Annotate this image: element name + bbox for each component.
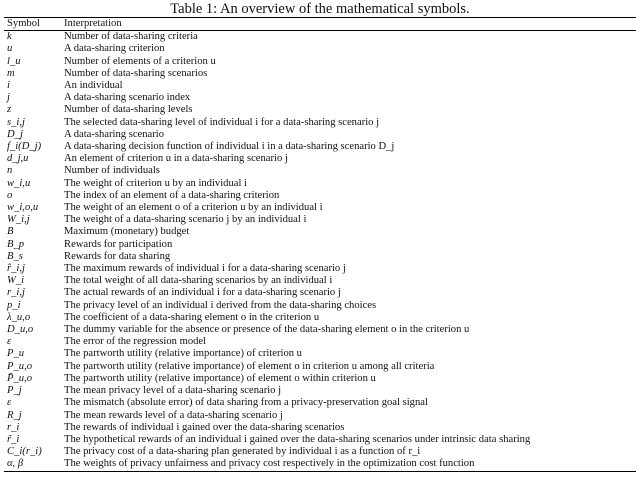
- header-symbol: Symbol: [7, 18, 40, 29]
- interpretation-cell: The selected data-sharing level of individual i for a data-sharing scenario j: [64, 116, 380, 128]
- interpretation-cell: Number of data-sharing scenarios: [64, 67, 208, 79]
- table-row: [4, 80, 636, 92]
- table-row: [4, 336, 636, 348]
- symbol-cell: w_i,o,u: [7, 202, 39, 214]
- symbol-cell: R_j: [7, 409, 22, 421]
- interpretation-cell: The partworth utility (relative importance) of element o within criterion u: [64, 372, 376, 384]
- symbol-cell: j: [7, 92, 10, 104]
- header-interpretation: Interpretation: [64, 18, 122, 29]
- table-row: [4, 239, 636, 251]
- table-row: [4, 104, 636, 116]
- table-row: [4, 251, 636, 263]
- interpretation-cell: The rewards of individual i gained over the data-sharing scenarios: [64, 421, 345, 433]
- symbol-cell: r̃_i: [7, 433, 20, 445]
- table-row: [4, 446, 636, 458]
- symbol-cell: C_i(r_i): [7, 446, 42, 458]
- interpretation-cell: The partworth utility (relative importance) of element o in criterion u among all criteria: [64, 360, 435, 372]
- interpretation-cell: The actual rewards of an individual i for a data-sharing scenario j: [64, 287, 341, 299]
- symbol-cell: r_i,j: [7, 287, 25, 299]
- table-row: [4, 300, 636, 312]
- symbol-cell: W_i,j: [7, 214, 30, 226]
- symbol-cell: D_u,o: [7, 324, 34, 336]
- interpretation-cell: The mean rewards level of a data-sharing scenario j: [64, 409, 283, 421]
- symbol-cell: s_i,j: [7, 116, 25, 128]
- interpretation-cell: A data-sharing scenario index: [64, 92, 191, 104]
- table-row: [4, 397, 636, 409]
- symbol-cell: k: [7, 31, 12, 43]
- symbol-cell: λ_u,o: [7, 311, 31, 323]
- symbol-cell: P_j: [7, 385, 22, 397]
- table-row: [4, 129, 636, 141]
- interpretation-cell: The dummy variable for the absence or presence of the data-sharing element o in the criterion u: [64, 324, 470, 336]
- interpretation-cell: The weight of criterion u by an individual i: [64, 177, 247, 189]
- table-row: [4, 287, 636, 299]
- interpretation-cell: Number of data-sharing criteria: [64, 31, 198, 43]
- table-row: [4, 312, 636, 324]
- symbol-cell: m: [7, 67, 15, 79]
- table-row: [4, 263, 636, 275]
- interpretation-cell: A data-sharing decision function of individual i in a data-sharing scenario D_j: [64, 141, 395, 153]
- table-row: [4, 31, 636, 44]
- symbol-cell: u: [7, 43, 13, 55]
- interpretation-cell: Maximum (monetary) budget: [64, 226, 190, 238]
- table-row: [4, 56, 636, 68]
- table-row: [4, 43, 636, 55]
- table-row: [4, 165, 636, 177]
- symbol-cell: P_u: [7, 348, 25, 360]
- table-row: [4, 348, 636, 360]
- symbol-cell: l_u: [7, 55, 21, 67]
- interpretation-cell: The maximum rewards of individual i for a data-sharing scenario j: [64, 263, 346, 275]
- table-row: [4, 275, 636, 287]
- table-row: [4, 324, 636, 336]
- symbol-cell: z: [7, 104, 12, 116]
- interpretation-cell: The mean privacy level of a data-sharing scenario j: [64, 385, 282, 397]
- symbol-cell: D_j: [7, 128, 23, 140]
- table-row: [4, 434, 636, 446]
- interpretation-cell: A data-sharing criterion: [64, 43, 165, 55]
- interpretation-cell: The weights of privacy unfairness and privacy cost respectively in the optimization cost function: [64, 458, 475, 470]
- table-row: [4, 214, 636, 226]
- interpretation-cell: The error of the regression model: [64, 336, 207, 348]
- symbol-cell: B_p: [7, 238, 25, 250]
- symbol-cell: ε: [7, 336, 12, 348]
- symbol-cell: f_i(D_j): [7, 141, 42, 153]
- table-row: [4, 361, 636, 373]
- table-row: [4, 226, 636, 238]
- interpretation-cell: An element of criterion u in a data-sharing scenario j: [64, 153, 288, 165]
- symbol-cell: P_u,o: [7, 360, 33, 372]
- interpretation-cell: The total weight of all data-sharing scenarios by an individual i: [64, 275, 333, 287]
- table-row: [4, 385, 636, 397]
- table-header-row: [4, 18, 636, 31]
- interpretation-cell: The coefficient of a data-sharing element o in the criterion u: [64, 311, 320, 323]
- table-row: [4, 68, 636, 80]
- symbol-cell: o: [7, 189, 13, 201]
- interpretation-cell: The partworth utility (relative importance) of criterion u: [64, 348, 302, 360]
- symbol-cell: B_s: [7, 250, 23, 262]
- symbol-cell: ε: [7, 397, 12, 409]
- interpretation-cell: The mismatch (absolute error) of data sharing from a privacy-preservation goal signal: [64, 397, 428, 409]
- symbol-cell: B: [7, 226, 14, 238]
- interpretation-cell: Number of elements of a criterion u: [64, 55, 216, 67]
- table-caption: Table 1: An overview of the mathematical symbols.: [170, 1, 470, 17]
- symbol-cell: r̂_i,j: [7, 263, 25, 275]
- table-row: [4, 117, 636, 129]
- table-row: [4, 422, 636, 434]
- interpretation-cell: Number of data-sharing levels: [64, 104, 193, 116]
- symbols-table: [4, 17, 636, 472]
- table-row: [4, 190, 636, 202]
- interpretation-cell: An individual: [64, 80, 123, 92]
- table-row: [4, 178, 636, 190]
- interpretation-cell: The weight of an element o of a criterion u by an individual i: [64, 202, 323, 214]
- interpretation-cell: Rewards for data sharing: [64, 250, 171, 262]
- symbol-cell: w_i,u: [7, 177, 31, 189]
- symbol-cell: W_i: [7, 275, 25, 287]
- table-row: [4, 202, 636, 214]
- symbol-cell: d_j,u: [7, 153, 29, 165]
- symbol-cell: r_i: [7, 421, 20, 433]
- table-row: [4, 410, 636, 422]
- interpretation-cell: The privacy cost of a data-sharing plan generated by individual i as a function of r_i: [64, 446, 421, 458]
- table-row: [4, 153, 636, 165]
- symbol-cell: P̄_u,o: [7, 372, 33, 384]
- table-row: [4, 141, 636, 153]
- symbol-cell: α, β: [7, 458, 24, 470]
- interpretation-cell: Number of individuals: [64, 165, 160, 177]
- symbol-cell: i: [7, 80, 10, 92]
- table-row: [4, 92, 636, 104]
- table-row: [4, 373, 636, 385]
- interpretation-cell: The hypothetical rewards of an individual i gained over the data-sharing scenarios under intrinsic data sharing: [64, 433, 531, 445]
- interpretation-cell: Rewards for participation: [64, 238, 173, 250]
- interpretation-cell: A data-sharing scenario: [64, 128, 165, 140]
- symbol-cell: n: [7, 165, 13, 177]
- table-row: [4, 458, 636, 471]
- interpretation-cell: The weight of a data-sharing scenario j by an individual i: [64, 214, 307, 226]
- interpretation-cell: The index of an element of a data-sharing criterion: [64, 189, 280, 201]
- symbol-cell: p_i: [7, 299, 21, 311]
- interpretation-cell: The privacy level of an individual i derived from the data-sharing choices: [64, 299, 377, 311]
